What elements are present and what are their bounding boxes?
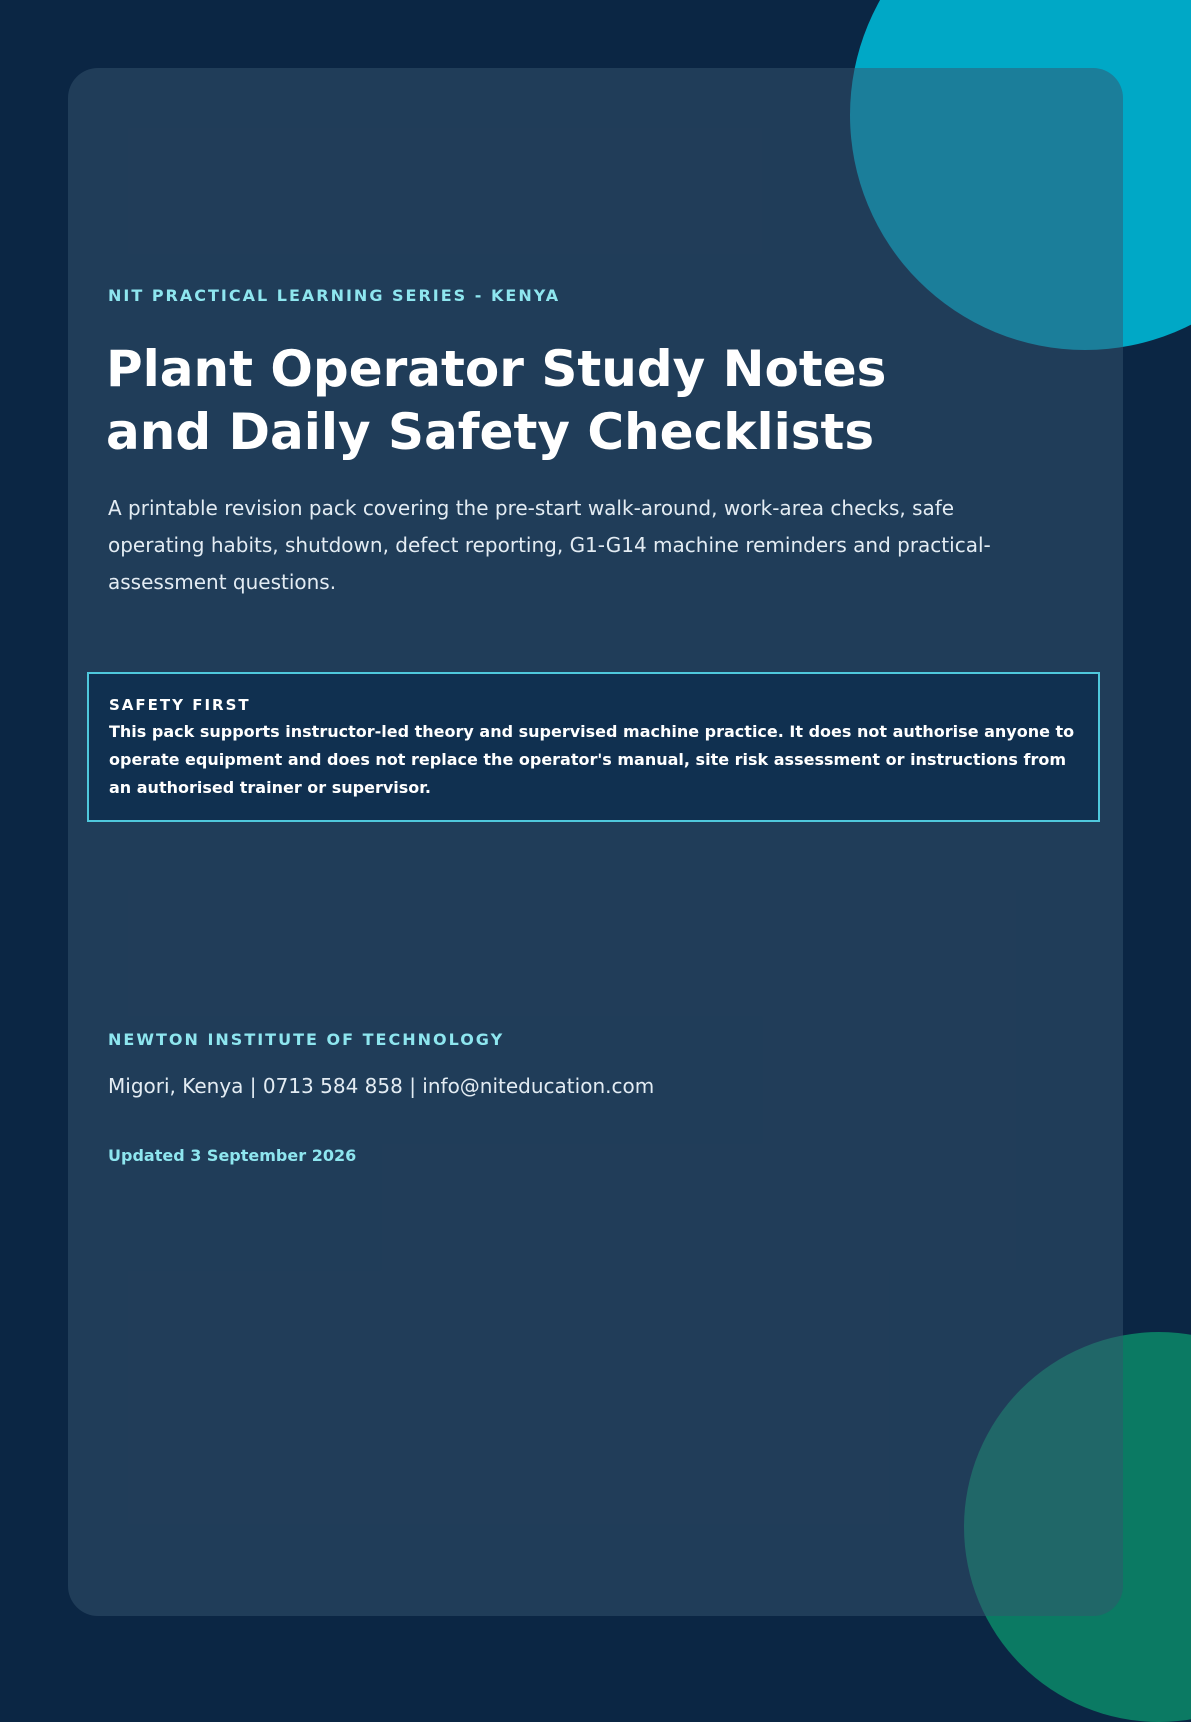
institution-name: NEWTON INSTITUTE OF TECHNOLOGY	[108, 1030, 505, 1049]
page-title: Plant Operator Study Notes and Daily Safety Checklists	[106, 340, 887, 461]
safety-notice-text: This pack supports instructor-led theory and supervised machine practice. It does not authorise anyone to operate equipment and does not replace the operator's manual, site risk assessment or instructions from an authorised trainer or supervisor.	[109, 722, 1075, 797]
contact-details: Migori, Kenya | 0713 584 858 | info@niteducation.com	[108, 1074, 655, 1098]
updated-date: Updated 3 September 2026	[108, 1146, 357, 1165]
series-label: NIT PRACTICAL LEARNING SERIES - KENYA	[108, 286, 561, 305]
intro-text: A printable revision pack covering the pre-start walk-around, work-area checks, safe operating habits, shutdown, defect reporting, G1-G14 machine reminders and practical-assessment questions.	[108, 496, 991, 594]
safety-notice	[87, 672, 1100, 822]
safety-notice-title: SAFETY FIRST	[109, 696, 251, 714]
